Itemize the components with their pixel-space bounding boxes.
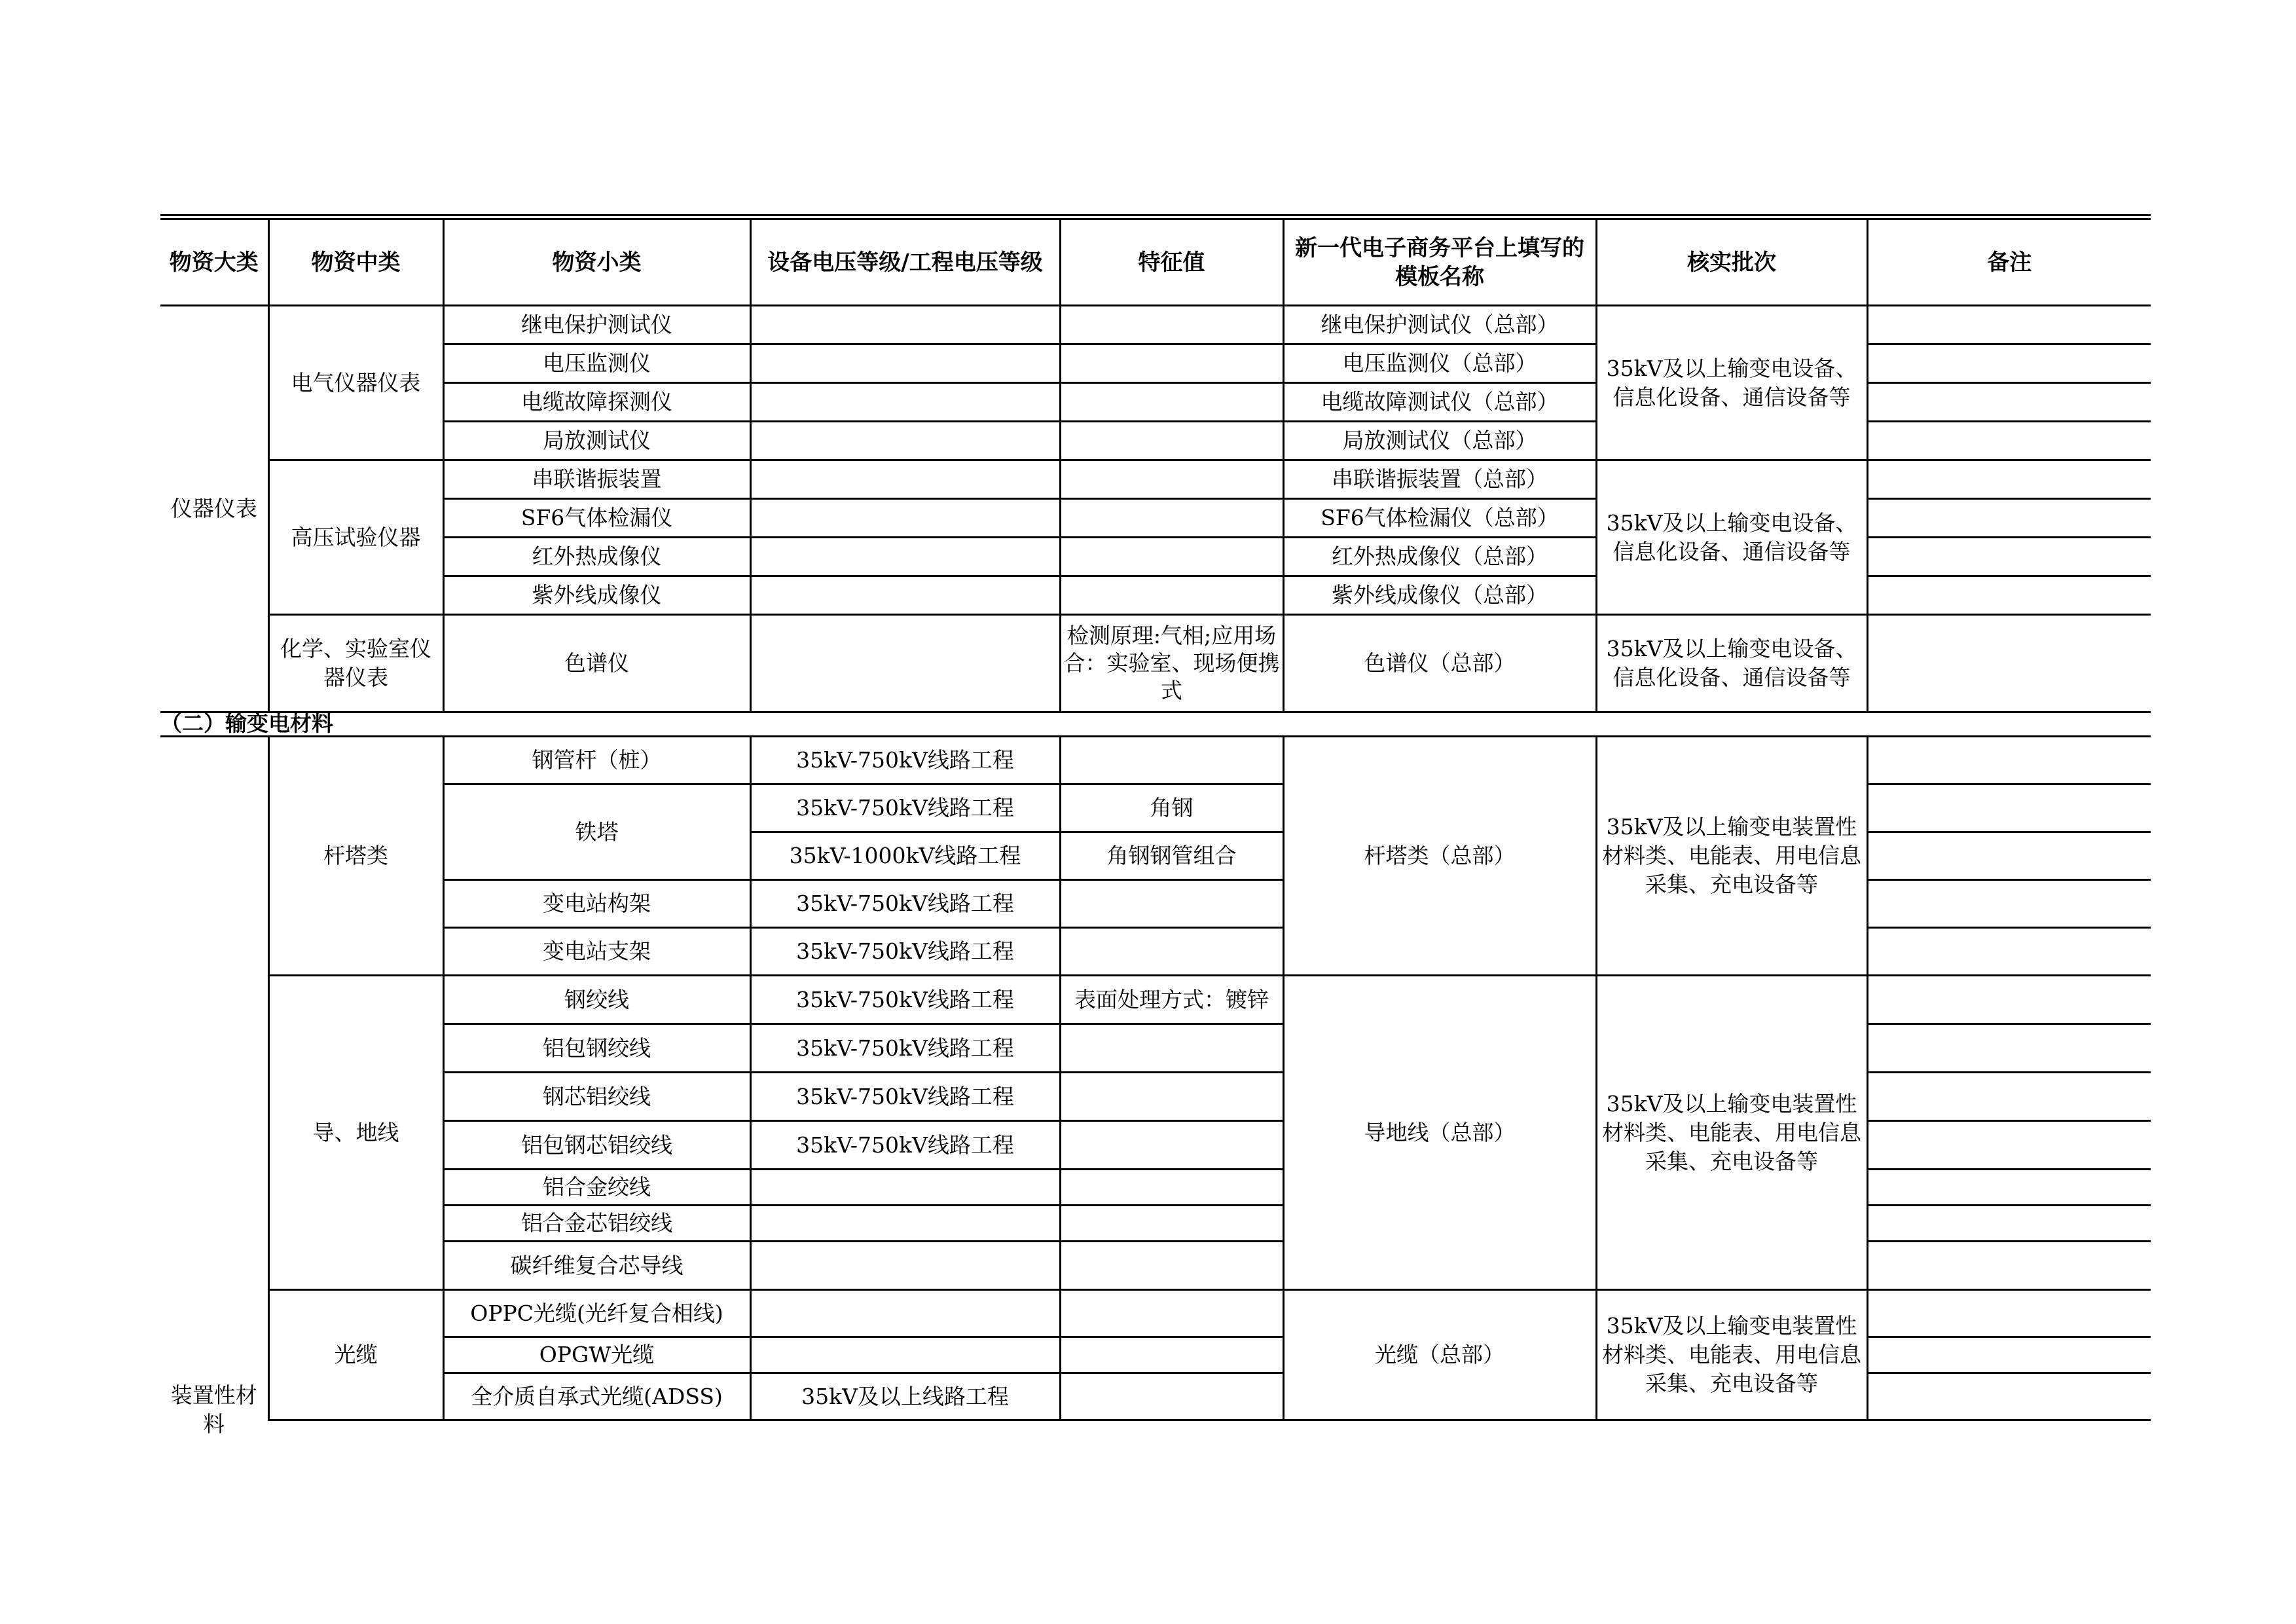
minor-category-cell: 全介质自承式光缆(ADSS) <box>443 1373 750 1420</box>
minor-category-cell: 钢芯铝绞线 <box>443 1073 750 1121</box>
template-cell: 光缆（总部） <box>1283 1290 1596 1420</box>
header-minor-category: 物资小类 <box>443 219 750 306</box>
header-middle-category: 物资中类 <box>268 219 443 306</box>
remarks-cell <box>1867 737 2151 784</box>
feature-cell <box>1060 538 1283 576</box>
voltage-cell <box>750 383 1060 422</box>
template-cell: 电缆故障测试仪（总部） <box>1283 383 1596 422</box>
minor-category-cell: OPGW光缆 <box>443 1337 750 1373</box>
minor-category-cell: 铝包钢绞线 <box>443 1024 750 1073</box>
minor-category-cell: 变电站支架 <box>443 928 750 976</box>
voltage-cell <box>750 1170 1060 1206</box>
voltage-cell: 35kV-750kV线路工程 <box>750 1024 1060 1073</box>
voltage-cell <box>750 344 1060 383</box>
table-row <box>160 306 2151 344</box>
template-cell: 红外热成像仪（总部） <box>1283 538 1596 576</box>
remarks-cell <box>1867 422 2151 460</box>
feature-cell <box>1060 422 1283 460</box>
feature-cell <box>1060 344 1283 383</box>
feature-cell <box>1060 1121 1283 1170</box>
feature-cell <box>1060 928 1283 976</box>
voltage-cell: 35kV及以上线路工程 <box>750 1373 1060 1420</box>
middle-category-cell: 化学、实验室仪器仪表 <box>268 615 443 712</box>
minor-category-cell: 串联谐振装置 <box>443 460 750 499</box>
feature-cell <box>1060 737 1283 784</box>
feature-cell <box>1060 576 1283 615</box>
header-template-name: 新一代电子商务平台上填写的模板名称 <box>1283 219 1596 306</box>
remarks-cell <box>1867 1073 2151 1121</box>
template-cell: 局放测试仪（总部） <box>1283 422 1596 460</box>
voltage-cell: 35kV-750kV线路工程 <box>750 737 1060 784</box>
template-cell: 紫外线成像仪（总部） <box>1283 576 1596 615</box>
voltage-cell: 35kV-750kV线路工程 <box>750 1073 1060 1121</box>
minor-category-cell: 钢绞线 <box>443 976 750 1024</box>
voltage-cell <box>750 538 1060 576</box>
remarks-cell <box>1867 928 2151 976</box>
voltage-cell <box>750 460 1060 499</box>
materials-table <box>160 735 2151 1437</box>
minor-category-cell: 铁塔 <box>443 784 750 880</box>
voltage-cell <box>750 576 1060 615</box>
table-row <box>160 1290 2151 1337</box>
top-border-line <box>160 214 2151 216</box>
batch-cell: 35kV及以上输变电设备、信息化设备、通信设备等 <box>1596 306 1867 460</box>
minor-category-cell: 红外热成像仪 <box>443 538 750 576</box>
remarks-cell <box>1867 344 2151 383</box>
feature-cell: 角钢 <box>1060 784 1283 832</box>
minor-category-cell: SF6气体检漏仪 <box>443 499 750 538</box>
feature-cell <box>1060 1073 1283 1121</box>
voltage-cell <box>750 306 1060 344</box>
feature-cell <box>1060 306 1283 344</box>
template-cell: 继电保护测试仪（总部） <box>1283 306 1596 344</box>
header-major-category: 物资大类 <box>160 219 268 306</box>
middle-category-cell: 高压试验仪器 <box>268 460 443 615</box>
remarks-cell <box>1867 306 2151 344</box>
feature-cell <box>1060 1290 1283 1337</box>
minor-category-cell: 色谱仪 <box>443 615 750 712</box>
template-cell: SF6气体检漏仪（总部） <box>1283 499 1596 538</box>
remarks-cell <box>1867 880 2151 928</box>
remarks-cell <box>1867 1373 2151 1420</box>
feature-cell <box>1060 1337 1283 1373</box>
voltage-cell <box>750 615 1060 712</box>
minor-category-cell: 继电保护测试仪 <box>443 306 750 344</box>
header-feature-value: 特征值 <box>1060 219 1283 306</box>
batch-cell: 35kV及以上输变电装置性材料类、电能表、用电信息采集、充电设备等 <box>1596 737 1867 976</box>
feature-cell <box>1060 1170 1283 1206</box>
minor-category-cell: 碳纤维复合芯导线 <box>443 1242 750 1290</box>
template-cell: 导地线（总部） <box>1283 976 1596 1290</box>
feature-cell <box>1060 383 1283 422</box>
middle-category-cell: 光缆 <box>268 1290 443 1420</box>
minor-category-cell: 紫外线成像仪 <box>443 576 750 615</box>
feature-cell <box>1060 1242 1283 1290</box>
template-cell: 电压监测仪（总部） <box>1283 344 1596 383</box>
remarks-cell <box>1867 1206 2151 1242</box>
header-row <box>160 219 2151 306</box>
remarks-cell <box>1867 499 2151 538</box>
major-category-cell <box>160 737 268 1437</box>
middle-category-cell: 杆塔类 <box>268 737 443 976</box>
table-row <box>160 460 2151 499</box>
minor-category-cell: 局放测试仪 <box>443 422 750 460</box>
feature-cell <box>1060 460 1283 499</box>
remarks-cell <box>1867 1121 2151 1170</box>
minor-category-cell: OPPC光缆(光纤复合相线) <box>443 1290 750 1337</box>
voltage-cell: 35kV-750kV线路工程 <box>750 928 1060 976</box>
feature-cell <box>1060 1206 1283 1242</box>
remarks-cell <box>1867 383 2151 422</box>
remarks-cell <box>1867 976 2151 1024</box>
remarks-cell <box>1867 615 2151 712</box>
remarks-cell <box>1867 1170 2151 1206</box>
batch-cell: 35kV及以上输变电设备、信息化设备、通信设备等 <box>1596 615 1867 712</box>
table-row <box>160 976 2151 1024</box>
feature-cell <box>1060 880 1283 928</box>
remarks-cell <box>1867 1024 2151 1073</box>
minor-category-cell: 铝合金芯铝绞线 <box>443 1206 750 1242</box>
feature-cell: 表面处理方式：镀锌 <box>1060 976 1283 1024</box>
voltage-cell <box>750 422 1060 460</box>
minor-category-cell: 钢管杆（桩） <box>443 737 750 784</box>
remarks-cell <box>1867 1337 2151 1373</box>
minor-category-cell: 铝合金绞线 <box>443 1170 750 1206</box>
section-title-transmission-materials: （二）输变电材料 <box>160 710 333 736</box>
middle-category-cell: 电气仪器仪表 <box>268 306 443 460</box>
major-category-cell: 仪器仪表 <box>160 306 268 712</box>
remarks-cell <box>1867 460 2151 499</box>
voltage-cell <box>750 1290 1060 1337</box>
template-cell: 串联谐振装置（总部） <box>1283 460 1596 499</box>
batch-cell: 35kV及以上输变电装置性材料类、电能表、用电信息采集、充电设备等 <box>1596 976 1867 1290</box>
remarks-cell <box>1867 784 2151 832</box>
feature-cell: 检测原理:气相;应用场合：实验室、现场便携式 <box>1060 615 1283 712</box>
remarks-cell <box>1867 1242 2151 1290</box>
minor-category-cell: 电压监测仪 <box>443 344 750 383</box>
table-row <box>160 737 2151 784</box>
voltage-cell: 35kV-750kV线路工程 <box>750 784 1060 832</box>
minor-category-cell: 变电站构架 <box>443 880 750 928</box>
header-remarks: 备注 <box>1867 219 2151 306</box>
instrument-table <box>160 218 2151 713</box>
feature-cell: 角钢钢管组合 <box>1060 832 1283 880</box>
voltage-cell: 35kV-750kV线路工程 <box>750 880 1060 928</box>
batch-cell: 35kV及以上输变电装置性材料类、电能表、用电信息采集、充电设备等 <box>1596 1290 1867 1420</box>
header-voltage-level: 设备电压等级/工程电压等级 <box>750 219 1060 306</box>
voltage-cell: 35kV-750kV线路工程 <box>750 1121 1060 1170</box>
remarks-cell <box>1867 832 2151 880</box>
feature-cell <box>1060 1024 1283 1073</box>
feature-cell <box>1060 1373 1283 1420</box>
batch-cell: 35kV及以上输变电设备、信息化设备、通信设备等 <box>1596 460 1867 615</box>
remarks-cell <box>1867 576 2151 615</box>
voltage-cell: 35kV-1000kV线路工程 <box>750 832 1060 880</box>
voltage-cell <box>750 1206 1060 1242</box>
voltage-cell <box>750 1337 1060 1373</box>
feature-cell <box>1060 499 1283 538</box>
template-cell: 色谱仪（总部） <box>1283 615 1596 712</box>
remarks-cell <box>1867 1290 2151 1337</box>
voltage-cell: 35kV-750kV线路工程 <box>750 976 1060 1024</box>
remarks-cell <box>1867 538 2151 576</box>
minor-category-cell: 电缆故障探测仪 <box>443 383 750 422</box>
table-row <box>160 615 2151 712</box>
major-category-label: 装置性材料 <box>170 1382 257 1437</box>
middle-category-cell: 导、地线 <box>268 976 443 1290</box>
voltage-cell <box>750 499 1060 538</box>
header-verify-batch: 核实批次 <box>1596 219 1867 306</box>
minor-category-cell: 铝包钢芯铝绞线 <box>443 1121 750 1170</box>
voltage-cell <box>750 1242 1060 1290</box>
template-cell: 杆塔类（总部） <box>1283 737 1596 976</box>
